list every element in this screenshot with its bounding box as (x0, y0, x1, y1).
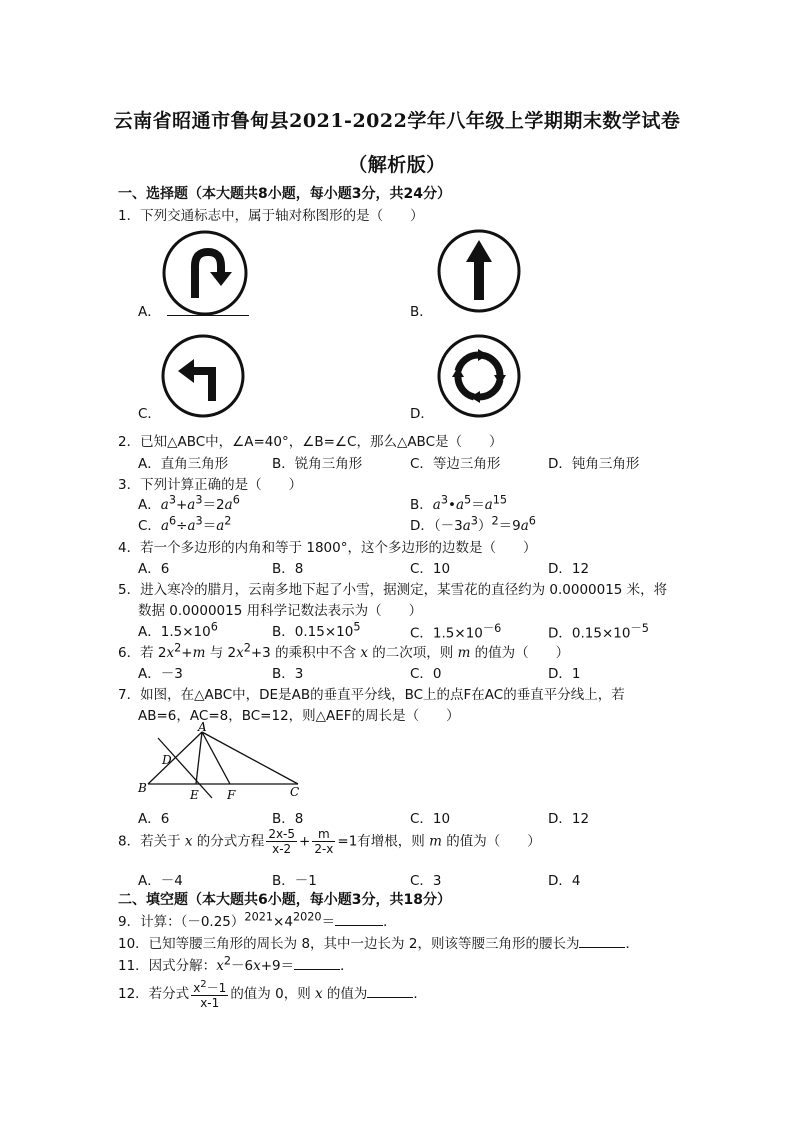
question-1-option-b: B． (410, 304, 433, 320)
question-7-stem-line-1: 7．如图，在△ABC中，DE是AB的垂直平分线，BC上的点F在AC的垂直平分线上，若 (118, 687, 625, 703)
vertex-a-label: A (198, 722, 207, 734)
point-e-label: E (190, 788, 199, 802)
question-7-option-c: C．10 (410, 811, 451, 827)
question-5-option-d: D．$0.15\times 10^{-5}$ (548, 622, 649, 642)
question-5-option-b: B．$0.15\times 10^5$ (272, 620, 361, 640)
question-1-option-c: C． (138, 406, 161, 422)
question-1-stem: 1．下列交通标志中，属于轴对称图形的是（ ） (118, 208, 424, 224)
question-11-stem: 11．因式分解：$x^2-6x+9=$ ． (118, 954, 354, 974)
vertex-c-label: C (290, 785, 300, 799)
question-3-stem: 3．下列计算正确的是（ ） (118, 477, 303, 493)
question-3-option-a: A．$a^3+a^3=2a^6$ (138, 493, 240, 513)
question-8-option-a: A．－4 (138, 873, 183, 889)
question-6-option-d: D．1 (548, 666, 581, 682)
question-2-option-d: D．钝角三角形 (548, 456, 640, 472)
question-12-stem: 12．若分式 $\frac{x^2-1}{x-1}$ 的值为 0，则 x 的值为 ． (118, 979, 427, 1010)
question-3-option-c: C．$a^6\div a^3=a^2$ (138, 514, 232, 534)
question-7-option-d: D．12 (548, 811, 590, 827)
question-5-stem-line-1: 5．进入寒冷的腊月，云南多地下起了小雪，据测定，某雪花的直径约为 0.0000015 米，将 (118, 582, 668, 598)
left-turn-sign-icon (160, 333, 246, 419)
question-5-option-c: C．$1.5\times 10^{-6}$ (410, 622, 502, 642)
question-4-option-d: D．12 (548, 561, 590, 577)
question-6-stem: 6．若 $2x^2+m$ 与 $2x^2+3$ 的乘积中不含 x 的二次项，则 m 的值为（ ） (118, 641, 570, 661)
question-4-option-a: A．6 (138, 561, 170, 577)
question-2-stem: 2．已知△ABC中，∠A=40°，∠B=∠C，那么△ABC是（ ） (118, 434, 503, 450)
vertex-b-label: B (138, 781, 147, 795)
question-8-stem: 8．若关于 x 的分式方程 $\frac{2x-5}{x-2}$ + $\frac{m}{2-x}$ =1有增根，则 m 的值为（ ） (118, 827, 541, 856)
question-3-option-b: B．$a^3•a^5=a^{15}$ (410, 493, 508, 513)
question-8-option-b: B．－1 (272, 873, 317, 889)
question-7-option-b: B．8 (272, 811, 304, 827)
exam-subtitle: （解析版） (348, 154, 446, 176)
question-6-option-c: C．0 (410, 666, 442, 682)
question-5-stem-line-2: 数据 0.0000015 用科学记数法表示为（ ） (138, 603, 423, 619)
roundabout-sign-icon (436, 333, 522, 419)
question-1-option-d: D． (410, 406, 434, 422)
question-3-option-d: D．$(-3a^3)^2=9a^6$ (410, 514, 536, 534)
question-5-option-a: A．$1.5\times 10^6$ (138, 620, 218, 640)
question-4-option-c: C．10 (410, 561, 451, 577)
question-4-option-b: B．8 (272, 561, 304, 577)
question-7-option-a: A．6 (138, 811, 170, 827)
question-8-option-d: D．4 (548, 873, 581, 889)
triangle-figure (130, 722, 320, 802)
question-2-option-b: B．锐角三角形 (272, 456, 363, 472)
question-7-stem-line-2: AB=6，AC=8，BC=12，则△AEF的周长是（ ） (138, 708, 460, 724)
question-2-option-a: A．直角三角形 (138, 456, 229, 472)
question-6-option-b: B．3 (272, 666, 304, 682)
section-heading-fill: 二、填空题（本大题共6小题，每小题3分，共18分） (118, 892, 451, 908)
question-10-stem: 10．已知等腰三角形的周长为 8，其中一边长为 2，则该等腰三角形的腰长为 ． (118, 936, 639, 952)
section-heading-choice: 一、选择题（本大题共8小题，每小题3分，共24分） (118, 186, 451, 202)
question-9-stem: 9．计算：$(-0.25)^{2021}\times 4^{2020}=$ ． (118, 910, 397, 930)
question-6-option-a: A．－3 (138, 666, 183, 682)
question-2-option-c: C．等边三角形 (410, 456, 501, 472)
question-4-stem: 4．若一个多边形的内角和等于 1800°，这个多边形的边数是（ ） (118, 540, 537, 556)
straight-arrow-sign-icon (436, 228, 522, 314)
question-8-option-c: C．3 (410, 873, 442, 889)
point-f-label: F (227, 788, 236, 802)
exam-title: 云南省昭通市鲁甸县2021-2022学年八年级上学期期末数学试卷 (113, 110, 681, 132)
question-1-option-a: A． (138, 300, 249, 320)
point-d-label: D (162, 753, 172, 767)
